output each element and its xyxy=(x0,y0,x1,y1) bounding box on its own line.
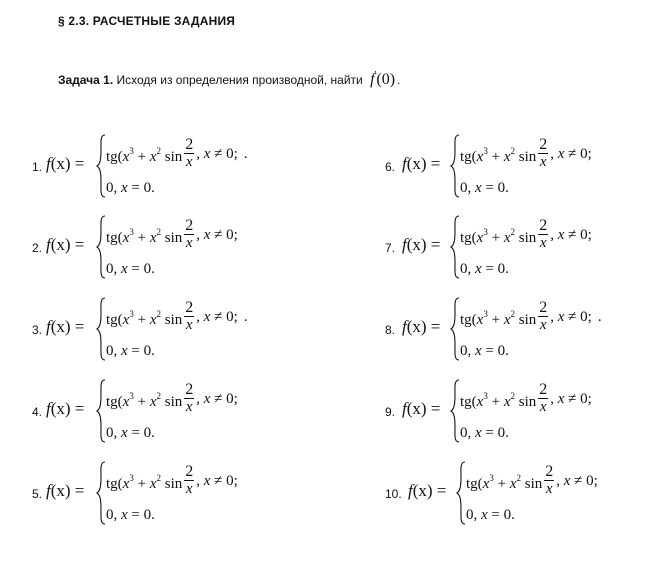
problem-2 xyxy=(32,215,302,279)
function-lhs: f(x) = xyxy=(46,154,85,173)
function-lhs: f(x) = xyxy=(402,154,441,173)
derivative-notation: f'(0) xyxy=(370,70,396,88)
left-brace-icon xyxy=(450,215,460,279)
left-brace-icon xyxy=(450,134,460,198)
fraction: $\frac{2}{x}$ xyxy=(185,381,194,415)
left-brace-icon xyxy=(450,379,460,443)
fraction: $\frac{2}{x}$ xyxy=(185,463,194,497)
left-brace-icon xyxy=(96,297,106,361)
case-zero: 0, x = 0. xyxy=(106,343,155,359)
fraction: $\frac{2}{x}$ xyxy=(539,217,548,251)
problem-number: 9. xyxy=(385,405,396,419)
problem-number: 1. xyxy=(32,160,43,174)
task-statement: Задача 1. Исходя из определения производной, найти f'(0) . xyxy=(58,70,401,88)
fraction: $\frac{2}{x}$ xyxy=(545,463,554,497)
problem-6 xyxy=(385,134,655,198)
problem-number: 7. xyxy=(385,241,396,255)
fraction: $\frac{2}{x}$ xyxy=(539,381,548,415)
problem-number: 2. xyxy=(32,241,43,255)
problem-10 xyxy=(385,461,655,525)
case-zero: 0, x = 0. xyxy=(460,343,509,359)
problem-1 xyxy=(32,134,302,198)
problem-3 xyxy=(32,297,302,361)
left-brace-icon xyxy=(96,379,106,443)
function-lhs: f(x) = xyxy=(402,399,441,418)
fraction: $\frac{2}{x}$ xyxy=(185,299,194,333)
fraction: $\frac{2}{x}$ xyxy=(539,299,548,333)
case-nonzero: $tg(x^3 + x^2$ sin $\frac{2}{x}$ , x ≠ 0; xyxy=(106,381,238,415)
case-zero: 0, x = 0. xyxy=(460,425,509,441)
function-lhs: f(x) = xyxy=(402,235,441,254)
fraction: $\frac{2}{x}$ xyxy=(185,217,194,251)
case-zero: 0, x = 0. xyxy=(106,261,155,277)
case-nonzero: $tg(x^3 + x^2$ sin $\frac{2}{x}$ , x ≠ 0; . xyxy=(106,299,248,333)
case-zero: 0, x = 0. xyxy=(106,425,155,441)
case-zero: 0, x = 0. xyxy=(460,180,509,196)
task-text: Исходя из определения производной, найти xyxy=(116,73,363,87)
function-lhs: f(x) = xyxy=(408,481,447,500)
case-nonzero: $tg(x^3 + x^2$ sin $\frac{2}{x}$ , x ≠ 0; xyxy=(106,217,238,251)
trailing-dot: . xyxy=(243,146,248,162)
problem-number: 5. xyxy=(32,487,43,501)
problem-number: 4. xyxy=(32,405,43,419)
case-nonzero: $tg(x^3 + x^2$ sin $\frac{2}{x}$ , x ≠ 0; xyxy=(106,463,238,497)
case-zero: 0, x = 0. xyxy=(466,507,515,523)
fraction: $\frac{2}{x}$ xyxy=(539,136,548,170)
task-label: Задача 1. xyxy=(58,73,114,87)
case-nonzero: $tg(x^3 + x^2$ sin $\frac{2}{x}$ , x ≠ 0; xyxy=(466,463,598,497)
trailing-dot: . xyxy=(597,309,602,325)
problem-7 xyxy=(385,215,655,279)
left-brace-icon xyxy=(456,461,466,525)
case-nonzero: $tg(x^3 + x^2$ sin $\frac{2}{x}$ , x ≠ 0; xyxy=(460,136,592,170)
problem-number: 6. xyxy=(385,160,396,174)
function-lhs: f(x) = xyxy=(46,235,85,254)
case-zero: 0, x = 0. xyxy=(106,180,155,196)
function-lhs: f(x) = xyxy=(402,317,441,336)
left-brace-icon xyxy=(450,297,460,361)
problem-4 xyxy=(32,379,302,443)
section-title: § 2.3. РАСЧЕТНЫЕ ЗАДАНИЯ xyxy=(58,14,236,28)
case-zero: 0, x = 0. xyxy=(106,507,155,523)
function-lhs: f(x) = xyxy=(46,481,85,500)
function-lhs: f(x) = xyxy=(46,317,85,336)
problem-number: 8. xyxy=(385,323,396,337)
problem-5 xyxy=(32,461,302,525)
left-brace-icon xyxy=(96,134,106,198)
function-lhs: f(x) = xyxy=(46,399,85,418)
trailing-dot: . xyxy=(243,309,248,325)
case-zero: 0, x = 0. xyxy=(460,261,509,277)
left-brace-icon xyxy=(96,461,106,525)
problem-number: 3. xyxy=(32,323,43,337)
case-nonzero: $tg(x^3 + x^2$ sin $\frac{2}{x}$ , x ≠ 0; xyxy=(460,217,592,251)
case-nonzero: $tg(x^3 + x^2$ sin $\frac{2}{x}$ , x ≠ 0; . xyxy=(460,299,602,333)
case-nonzero: $tg(x^3 + x^2$ sin $\frac{2}{x}$ , x ≠ 0; xyxy=(460,381,592,415)
case-nonzero: $tg(x^3 + x^2$ sin $\frac{2}{x}$ , x ≠ 0; . xyxy=(106,136,248,170)
fraction: $\frac{2}{x}$ xyxy=(185,136,194,170)
problem-9 xyxy=(385,379,655,443)
problem-8 xyxy=(385,297,655,361)
left-brace-icon xyxy=(96,215,106,279)
problem-number: 10. xyxy=(385,487,402,501)
